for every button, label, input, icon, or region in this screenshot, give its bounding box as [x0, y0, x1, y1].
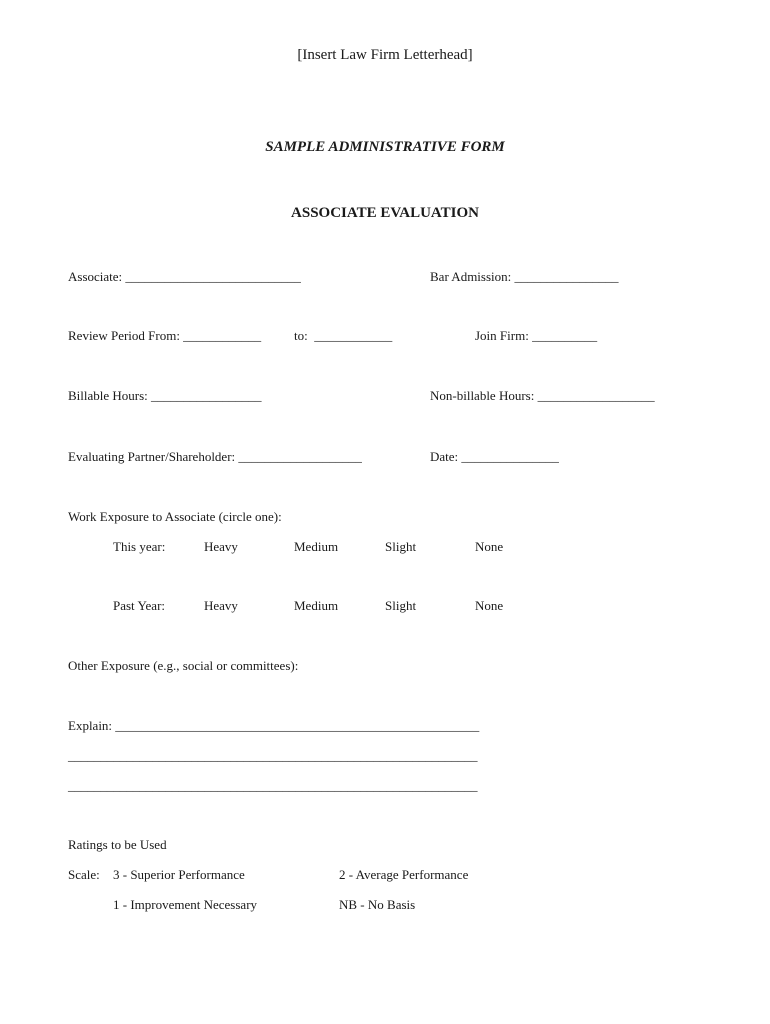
- work-exposure-heading: Work Exposure to Associate (circle one):: [68, 509, 282, 524]
- evaluating-partner-field[interactable]: Evaluating Partner/Shareholder: ___________________: [68, 449, 362, 464]
- scale-label: Scale:: [68, 867, 100, 882]
- letterhead: [Insert Law Firm Letterhead]: [297, 47, 473, 63]
- ratings-heading: Ratings to be Used: [68, 837, 167, 852]
- past-year-option-medium[interactable]: Medium: [294, 598, 339, 613]
- associate-field[interactable]: Associate: ___________________________: [68, 269, 301, 284]
- past-year-label: Past Year:: [113, 598, 166, 613]
- form-title: SAMPLE ADMINISTRATIVE FORM: [265, 139, 505, 155]
- evaluation-title: ASSOCIATE EVALUATION: [291, 205, 479, 221]
- rating-superior: 3 - Superior Performance: [113, 867, 245, 882]
- past-year-option-none[interactable]: None: [475, 598, 504, 613]
- rating-average: 2 - Average Performance: [339, 867, 469, 882]
- past-year-option-heavy[interactable]: Heavy: [204, 598, 238, 613]
- bar-admission-field[interactable]: Bar Admission: ________________: [430, 269, 619, 284]
- review-period-from-field[interactable]: Review Period From: ____________: [68, 328, 262, 343]
- explain-line-3[interactable]: _______________________________________________________________: [68, 778, 478, 793]
- this-year-option-heavy[interactable]: Heavy: [204, 539, 238, 554]
- rating-improvement: 1 - Improvement Necessary: [113, 897, 258, 912]
- this-year-option-medium[interactable]: Medium: [294, 539, 339, 554]
- rating-no-basis: NB - No Basis: [339, 897, 416, 912]
- this-year-label: This year:: [113, 539, 166, 554]
- date-field[interactable]: Date: _______________: [430, 449, 559, 464]
- explain-line-1[interactable]: Explain: ________________________________________________________: [68, 718, 480, 733]
- review-period-to-field[interactable]: to: ____________: [294, 328, 393, 343]
- billable-hours-field[interactable]: Billable Hours: _________________: [68, 388, 262, 403]
- join-firm-field[interactable]: Join Firm: __________: [475, 328, 598, 343]
- other-exposure-label: Other Exposure (e.g., social or committees):: [68, 658, 299, 673]
- past-year-option-slight[interactable]: Slight: [385, 598, 417, 613]
- nonbillable-hours-field[interactable]: Non-billable Hours: __________________: [430, 388, 655, 403]
- explain-line-2[interactable]: _______________________________________________________________: [68, 748, 478, 763]
- this-year-option-none[interactable]: None: [475, 539, 504, 554]
- this-year-option-slight[interactable]: Slight: [385, 539, 417, 554]
